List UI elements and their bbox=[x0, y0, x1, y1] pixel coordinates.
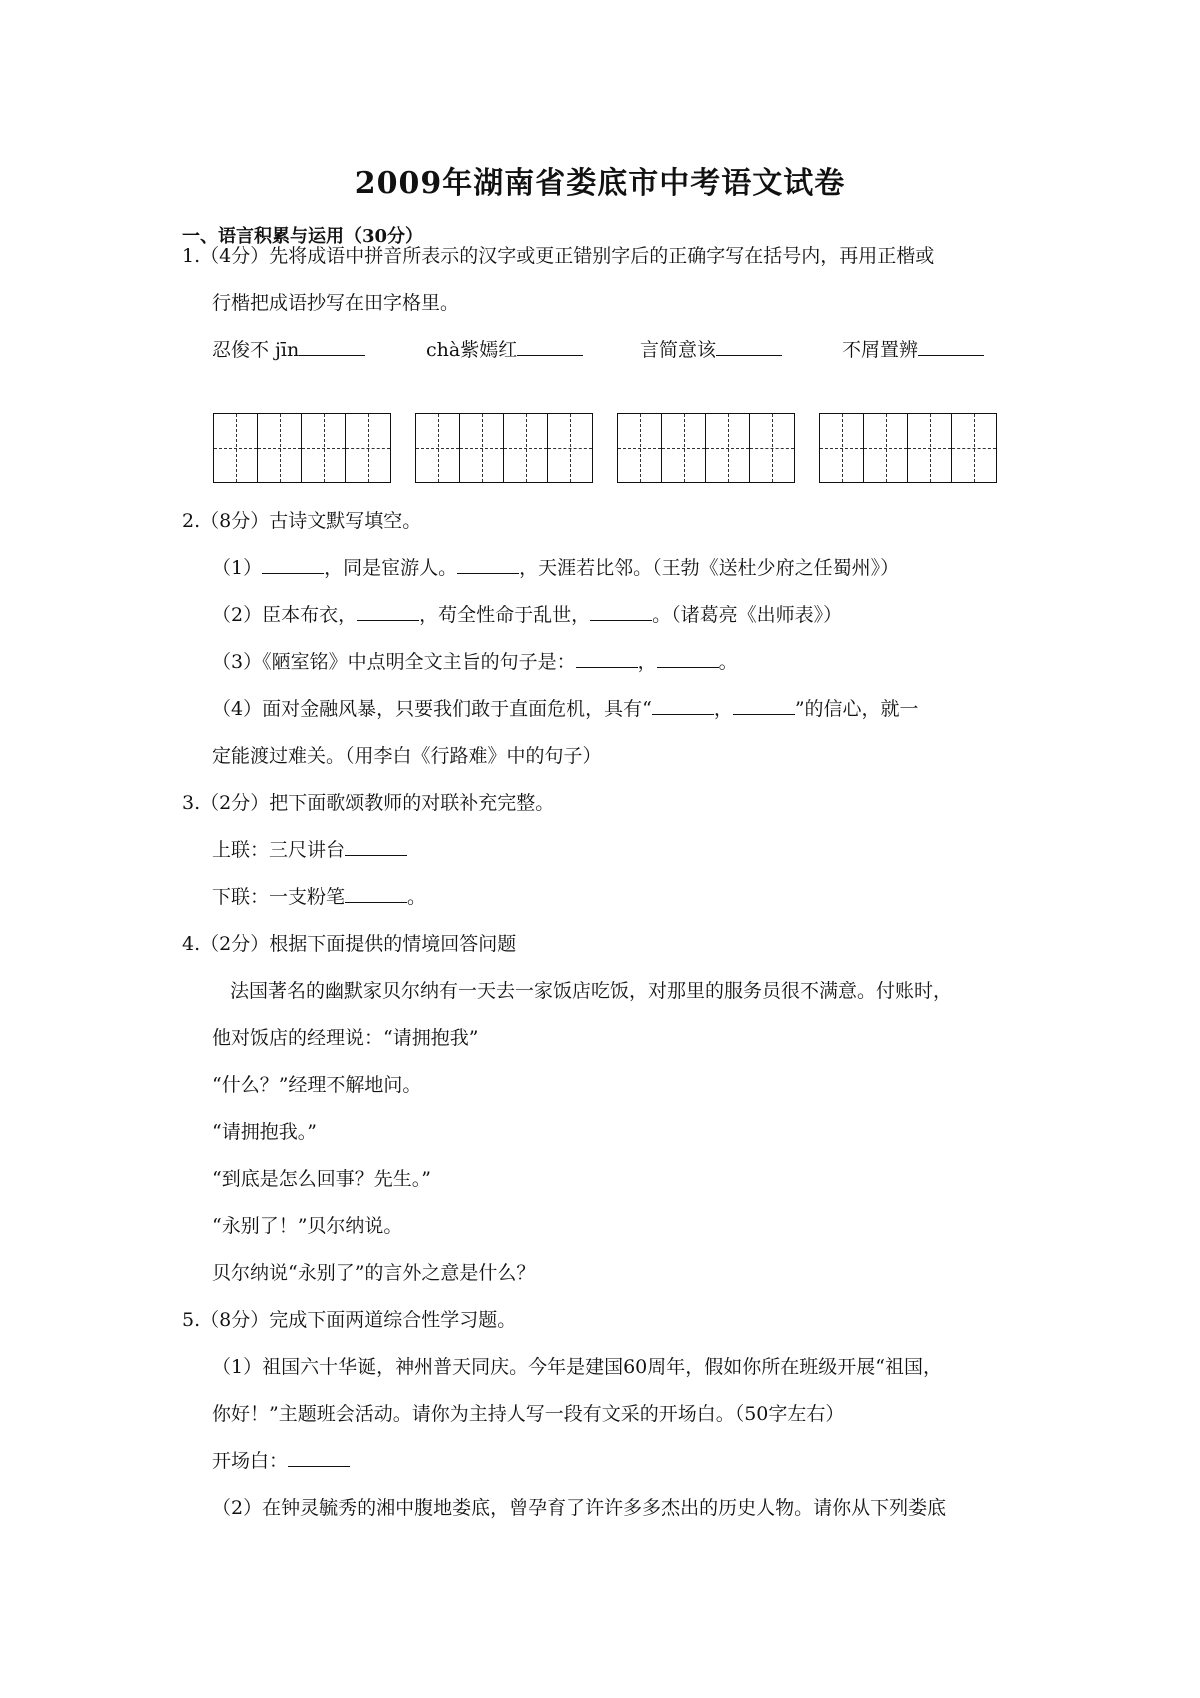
tianzige-grid-3[interactable] bbox=[617, 413, 795, 483]
grid-cell[interactable] bbox=[662, 414, 706, 482]
answer-blank[interactable] bbox=[590, 602, 652, 621]
q2-part3: （3）《陋室铭》中点明全文主旨的句子是： ， 。 bbox=[212, 651, 738, 673]
grid-cell[interactable] bbox=[504, 414, 548, 482]
answer-blank[interactable] bbox=[657, 649, 719, 668]
idiom-3: 言简意该 bbox=[640, 337, 782, 363]
answer-blank[interactable] bbox=[262, 555, 324, 574]
page-title: 2009年湖南省娄底市中考语文试卷 bbox=[354, 166, 846, 201]
q4-passage-line2: 他对饭店的经理说：“请拥抱我” bbox=[212, 1027, 479, 1049]
answer-blank[interactable] bbox=[733, 696, 795, 715]
idiom-2: chà紫嫣红 bbox=[426, 337, 583, 363]
q1-prompt-line2: 行楷把成语抄写在田字格里。 bbox=[212, 292, 460, 314]
tianzige-grid-1[interactable] bbox=[213, 413, 391, 483]
q4-dialog-4: “永别了！”贝尔纳说。 bbox=[212, 1215, 403, 1237]
grid-cell[interactable] bbox=[346, 414, 390, 482]
grid-cell[interactable] bbox=[908, 414, 952, 482]
tianzige-grid-4[interactable] bbox=[819, 413, 997, 483]
q2-part2: （2）臣本布衣， ，苟全性命于乱世， 。（诸葛亮《出师表》） bbox=[212, 604, 843, 626]
grid-cell[interactable] bbox=[302, 414, 346, 482]
answer-blank[interactable] bbox=[918, 337, 984, 356]
answer-blank[interactable] bbox=[576, 649, 638, 668]
section-heading: 一、语言积累与运用（30分） bbox=[182, 226, 424, 247]
q2-part4: （4）面对金融风暴，只要我们敢于直面危机，具有“ ， ”的信心，就一 bbox=[212, 698, 919, 720]
q4-dialog-2: “请拥抱我。” bbox=[212, 1121, 317, 1143]
couplet-lower: 下联：一支粉笔 。 bbox=[212, 886, 427, 908]
idiom-4: 不屑置辨 bbox=[842, 337, 984, 363]
grid-cell[interactable] bbox=[750, 414, 794, 482]
q4-passage-line1: 法国著名的幽默家贝尔纳有一天去一家饭店吃饭，对那里的服务员很不满意。付账时， bbox=[230, 980, 953, 1002]
answer-blank[interactable] bbox=[345, 837, 407, 856]
q4-heading: 4.（2分）根据下面提供的情境回答问题 bbox=[182, 933, 517, 955]
grid-cell[interactable] bbox=[820, 414, 864, 482]
grid-cell[interactable] bbox=[548, 414, 592, 482]
q4-question: 贝尔纳说“永别了”的言外之意是什么？ bbox=[212, 1262, 536, 1284]
q4-dialog-3: “到底是怎么回事？先生。” bbox=[212, 1168, 431, 1190]
q5-heading: 5.（8分）完成下面两道综合性学习题。 bbox=[182, 1309, 517, 1331]
answer-blank[interactable] bbox=[716, 337, 782, 356]
answer-blank[interactable] bbox=[357, 602, 419, 621]
q4-dialog-1: “什么？”经理不解地问。 bbox=[212, 1074, 422, 1096]
answer-blank[interactable] bbox=[345, 884, 407, 903]
q2-heading: 2.（8分）古诗文默写填空。 bbox=[182, 510, 422, 532]
tianzige-grid-2[interactable] bbox=[415, 413, 593, 483]
q1-prompt-line1: 1.（4分）先将成语中拼音所表示的汉字或更正错别字后的正确字写在括号内，再用正楷或 bbox=[182, 245, 935, 267]
q2-part4-cont: 定能渡过难关。（用李白《行路难》中的句子） bbox=[212, 745, 602, 767]
grid-cell[interactable] bbox=[706, 414, 750, 482]
grid-cell[interactable] bbox=[258, 414, 302, 482]
q5-opening-line: 开场白： bbox=[212, 1448, 350, 1474]
answer-blank[interactable] bbox=[457, 555, 519, 574]
answer-blank[interactable] bbox=[288, 1448, 350, 1467]
answer-blank[interactable] bbox=[299, 337, 365, 356]
grid-cell[interactable] bbox=[864, 414, 908, 482]
answer-blank[interactable] bbox=[517, 337, 583, 356]
grid-cell[interactable] bbox=[460, 414, 504, 482]
answer-blank[interactable] bbox=[652, 696, 714, 715]
grid-cell[interactable] bbox=[952, 414, 996, 482]
grid-cell[interactable] bbox=[416, 414, 460, 482]
grid-cell[interactable] bbox=[618, 414, 662, 482]
idiom-1: 忍俊不 jīn bbox=[212, 337, 365, 363]
q2-part1: （1） ，同是宦游人。 ，天涯若比邻。（王勃《送杜少府之任蜀州》） bbox=[212, 557, 900, 579]
couplet-upper: 上联：三尺讲台 bbox=[212, 837, 407, 863]
q5-part1-line1: （1）祖国六十华诞，神州普天同庆。今年是建国60周年，假如你所在班级开展“祖国， bbox=[212, 1356, 942, 1378]
q5-part2-line1: （2）在钟灵毓秀的湘中腹地娄底，曾孕育了许许多多杰出的历史人物。请你从下列娄底 bbox=[212, 1497, 947, 1519]
q5-part1-line2: 你好！”主题班会活动。请你为主持人写一段有文采的开场白。（50字左右） bbox=[212, 1403, 845, 1425]
q3-heading: 3.（2分）把下面歌颂教师的对联补充完整。 bbox=[182, 792, 555, 814]
grid-cell[interactable] bbox=[214, 414, 258, 482]
